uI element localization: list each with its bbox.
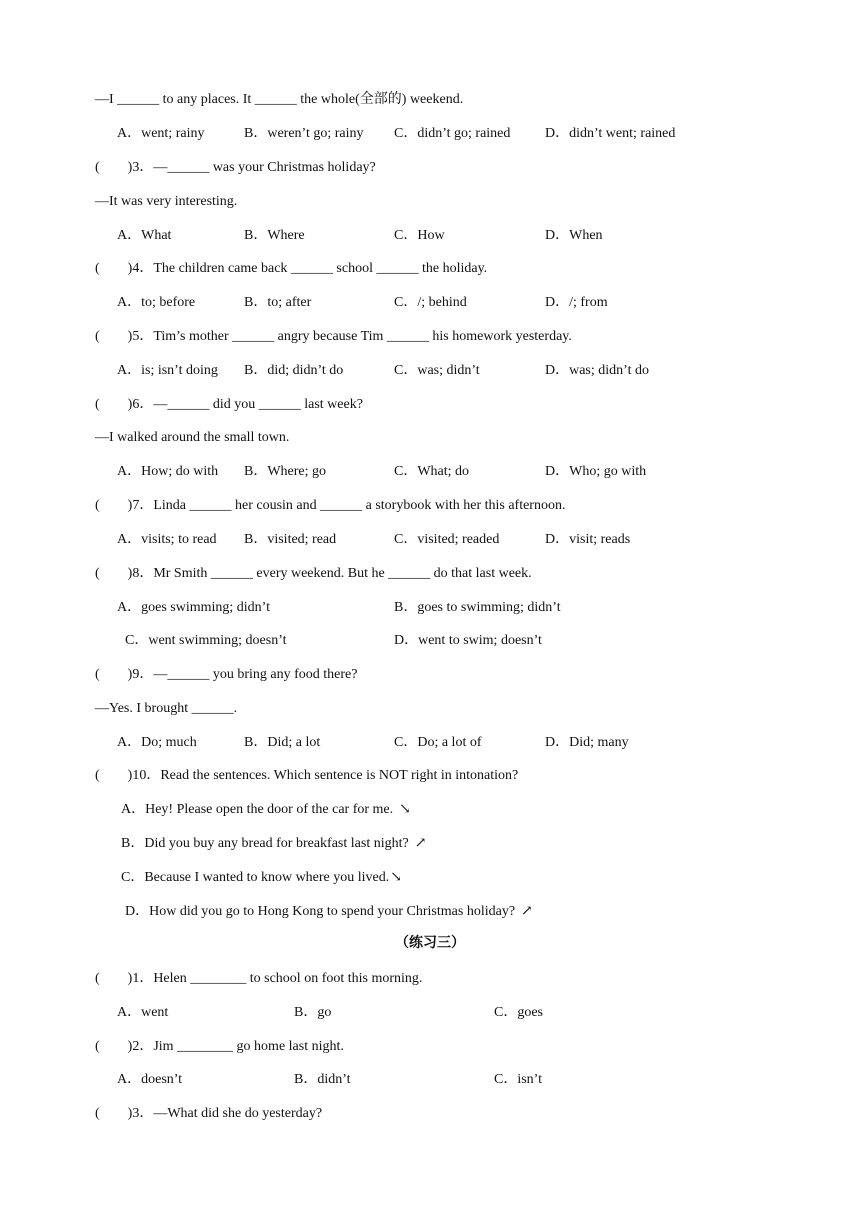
q3-option-a: A．What	[117, 228, 172, 243]
q10-option-c-text: C．Because I wanted to know where you lived.	[121, 870, 390, 885]
q8-option-b: B．goes to swimming; didn’t	[394, 600, 561, 615]
q8-stem: ( )8．Mr Smith ______ every weekend. But he ______ do that last week.	[95, 566, 532, 581]
ex3-q2-option-a: A．doesn’t	[117, 1072, 183, 1087]
q7-option-b: B．visited; read	[244, 532, 337, 547]
q3-reply: —It was very interesting.	[95, 194, 238, 209]
q8-option-a: A．goes swimming; didn’t	[117, 600, 270, 615]
q5-option-a: A．is; isn’t doing	[117, 363, 218, 378]
q4-option-a: A．to; before	[117, 295, 196, 310]
q2-option-d: D．didn’t went; rained	[545, 126, 676, 141]
ex3-q2-option-c: C．isn’t	[494, 1072, 542, 1087]
q10-option-d	[125, 903, 533, 921]
q6-option-a: A．How; do with	[117, 464, 219, 479]
rising-arrow-icon: ↗	[414, 836, 427, 851]
q10-option-c	[121, 869, 402, 887]
q5-option-b: B．did; didn’t do	[244, 363, 344, 378]
q10-option-a-text: A．Hey! Please open the door of the car for me.	[121, 802, 394, 817]
ex3-q1-option-b: B．go	[294, 1005, 332, 1020]
q8-option-c: C．went swimming; doesn’t	[125, 633, 287, 648]
q6-option-b: B．Where; go	[244, 464, 327, 479]
section-title-exercise-3: （练习三）	[395, 936, 465, 951]
ex3-q2-stem: ( )2．Jim ________ go home last night.	[95, 1039, 344, 1054]
q2-option-c: C．didn’t go; rained	[394, 126, 511, 141]
q9-reply: —Yes. I brought ______.	[95, 701, 238, 716]
q3-option-c: C．How	[394, 228, 445, 243]
q9-option-d: D．Did; many	[545, 735, 629, 750]
rising-arrow-icon: ↗	[521, 904, 533, 919]
q8-option-d: D．went to swim; doesn’t	[394, 633, 542, 648]
q5-option-c: C．was; didn’t	[394, 363, 480, 378]
q9-option-a: A．Do; much	[117, 735, 197, 750]
q9-option-c: C．Do; a lot of	[394, 735, 482, 750]
q3-stem: ( )3．—______ was your Christmas holiday?	[95, 160, 376, 175]
q7-option-c: C．visited; readed	[394, 532, 500, 547]
q10-option-b	[121, 835, 426, 853]
q2-option-b: B．weren’t go; rainy	[244, 126, 364, 141]
ex3-q2-option-b: B．didn’t	[294, 1072, 351, 1087]
q4-option-b: B．to; after	[244, 295, 312, 310]
ex3-q3-stem: ( )3．—What did she do yesterday?	[95, 1106, 323, 1121]
q5-option-d: D．was; didn’t do	[545, 363, 649, 378]
q9-option-b: B．Did; a lot	[244, 735, 321, 750]
q10-option-b-text: B．Did you buy any bread for breakfast last night?	[121, 836, 409, 851]
q7-stem: ( )7．Linda ______ her cousin and ______ a storybook with her this afternoon.	[95, 498, 566, 513]
q3-option-d: D．When	[545, 228, 603, 243]
q6-reply: —I walked around the small town.	[95, 430, 290, 445]
q4-stem: ( )4．The children came back ______ school ______ the holiday.	[95, 261, 488, 276]
q6-option-d: D．Who; go with	[545, 464, 647, 479]
falling-arrow-icon: ↘	[390, 870, 402, 885]
q5-stem: ( )5．Tim’s mother ______ angry because Tim ______ his homework yesterday.	[95, 329, 572, 344]
ex3-q1-stem: ( )1．Helen ________ to school on foot this morning.	[95, 971, 423, 986]
q2-reply-line: —I ______ to any places. It ______ the whole(全部的) weekend.	[95, 92, 464, 107]
q6-option-c: C．What; do	[394, 464, 470, 479]
q4-option-c: C．/; behind	[394, 295, 467, 310]
q10-stem: ( )10．Read the sentences. Which sentence is NOT right in intonation?	[95, 768, 519, 783]
q6-stem: ( )6．—______ did you ______ last week?	[95, 397, 363, 412]
q3-option-b: B．Where	[244, 228, 305, 243]
q7-option-d: D．visit; reads	[545, 532, 631, 547]
q10-option-d-text: D．How did you go to Hong Kong to spend your Christmas holiday?	[125, 904, 516, 919]
q4-option-d: D．/; from	[545, 295, 608, 310]
q7-option-a: A．visits; to read	[117, 532, 217, 547]
q2-option-a: A．went; rainy	[117, 126, 205, 141]
ex3-q1-option-a: A．went	[117, 1005, 169, 1020]
ex3-q1-option-c: C．goes	[494, 1005, 543, 1020]
q10-option-a	[121, 801, 411, 819]
q9-stem: ( )9．—______ you bring any food there?	[95, 667, 358, 682]
falling-arrow-icon: ↘	[399, 802, 411, 817]
